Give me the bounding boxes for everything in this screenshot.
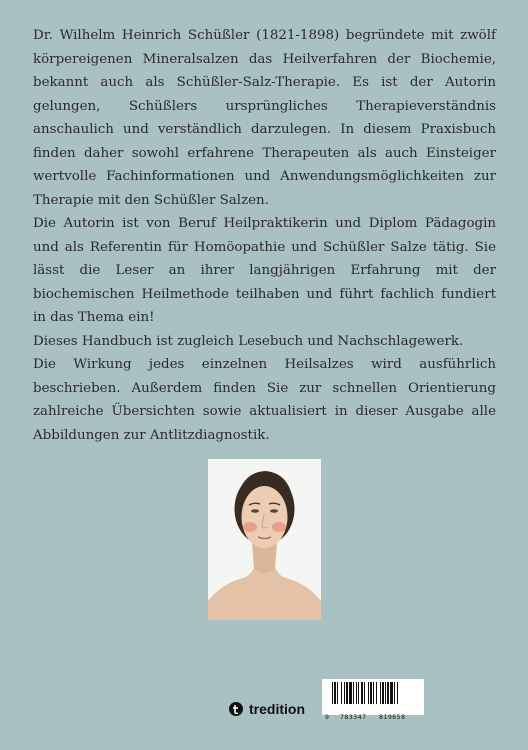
publisher-logo bbox=[229, 701, 305, 717]
blurb-paragraph: Die Wirkung jedes einzelnen Heilsalzes wird ausführlich beschrieben. Außerdem finden Sie zur schnellen Orientierung zahlreiche Übersichten sowie aktualisiert in dieser Ausgabe alle Abbildungen zur Antlitzdiagnostik. bbox=[33, 357, 496, 443]
isbn-barcode bbox=[322, 679, 424, 721]
blurb-paragraph: Die Autorin ist von Beruf Heilpraktikerin und Diplom Pädagogin und als Referentin für Homöopathie und Schüßler Salze tätig. Sie lässt die Leser an ihrer langjährigen Erfahrung mit der biochemischen Heilmethode teilhaben und führt fachlich fundiert in das Thema ein! bbox=[33, 216, 496, 325]
barcode-left-digits: 783347 bbox=[340, 713, 367, 721]
publisher-name: tredition bbox=[249, 701, 305, 717]
publisher-mark-icon bbox=[229, 702, 243, 716]
blurb-paragraph: Dr. Wilhelm Heinrich Schüßler (1821-1898) begründete mit zwölf körpereigenen Mineralsalzen das Heilverfahren der Biochemie, bekannt auch als Schüßler-Salz-Therapie. Es ist der Autorin gelungen, Schüßlers ursprüngliches Therapieverständnis anschaulich und verständlich darzulegen. In diesem Praxisbuch finden daher sowohl erfahrene Therapeuten als auch Einsteiger wertvolle Fachinformationen und Anwendungsmöglichkeiten zur Therapie mit den Schüßler Salzen. bbox=[33, 28, 496, 208]
back-cover-blurb bbox=[33, 24, 496, 447]
blurb-paragraph: Dieses Handbuch ist zugleich Lesebuch und Nachschlagewerk. bbox=[33, 333, 464, 349]
barcode-right-digits: 819658 bbox=[379, 713, 406, 721]
barcode-first-digit: 9 bbox=[325, 713, 329, 721]
face-portrait-image bbox=[208, 459, 321, 620]
